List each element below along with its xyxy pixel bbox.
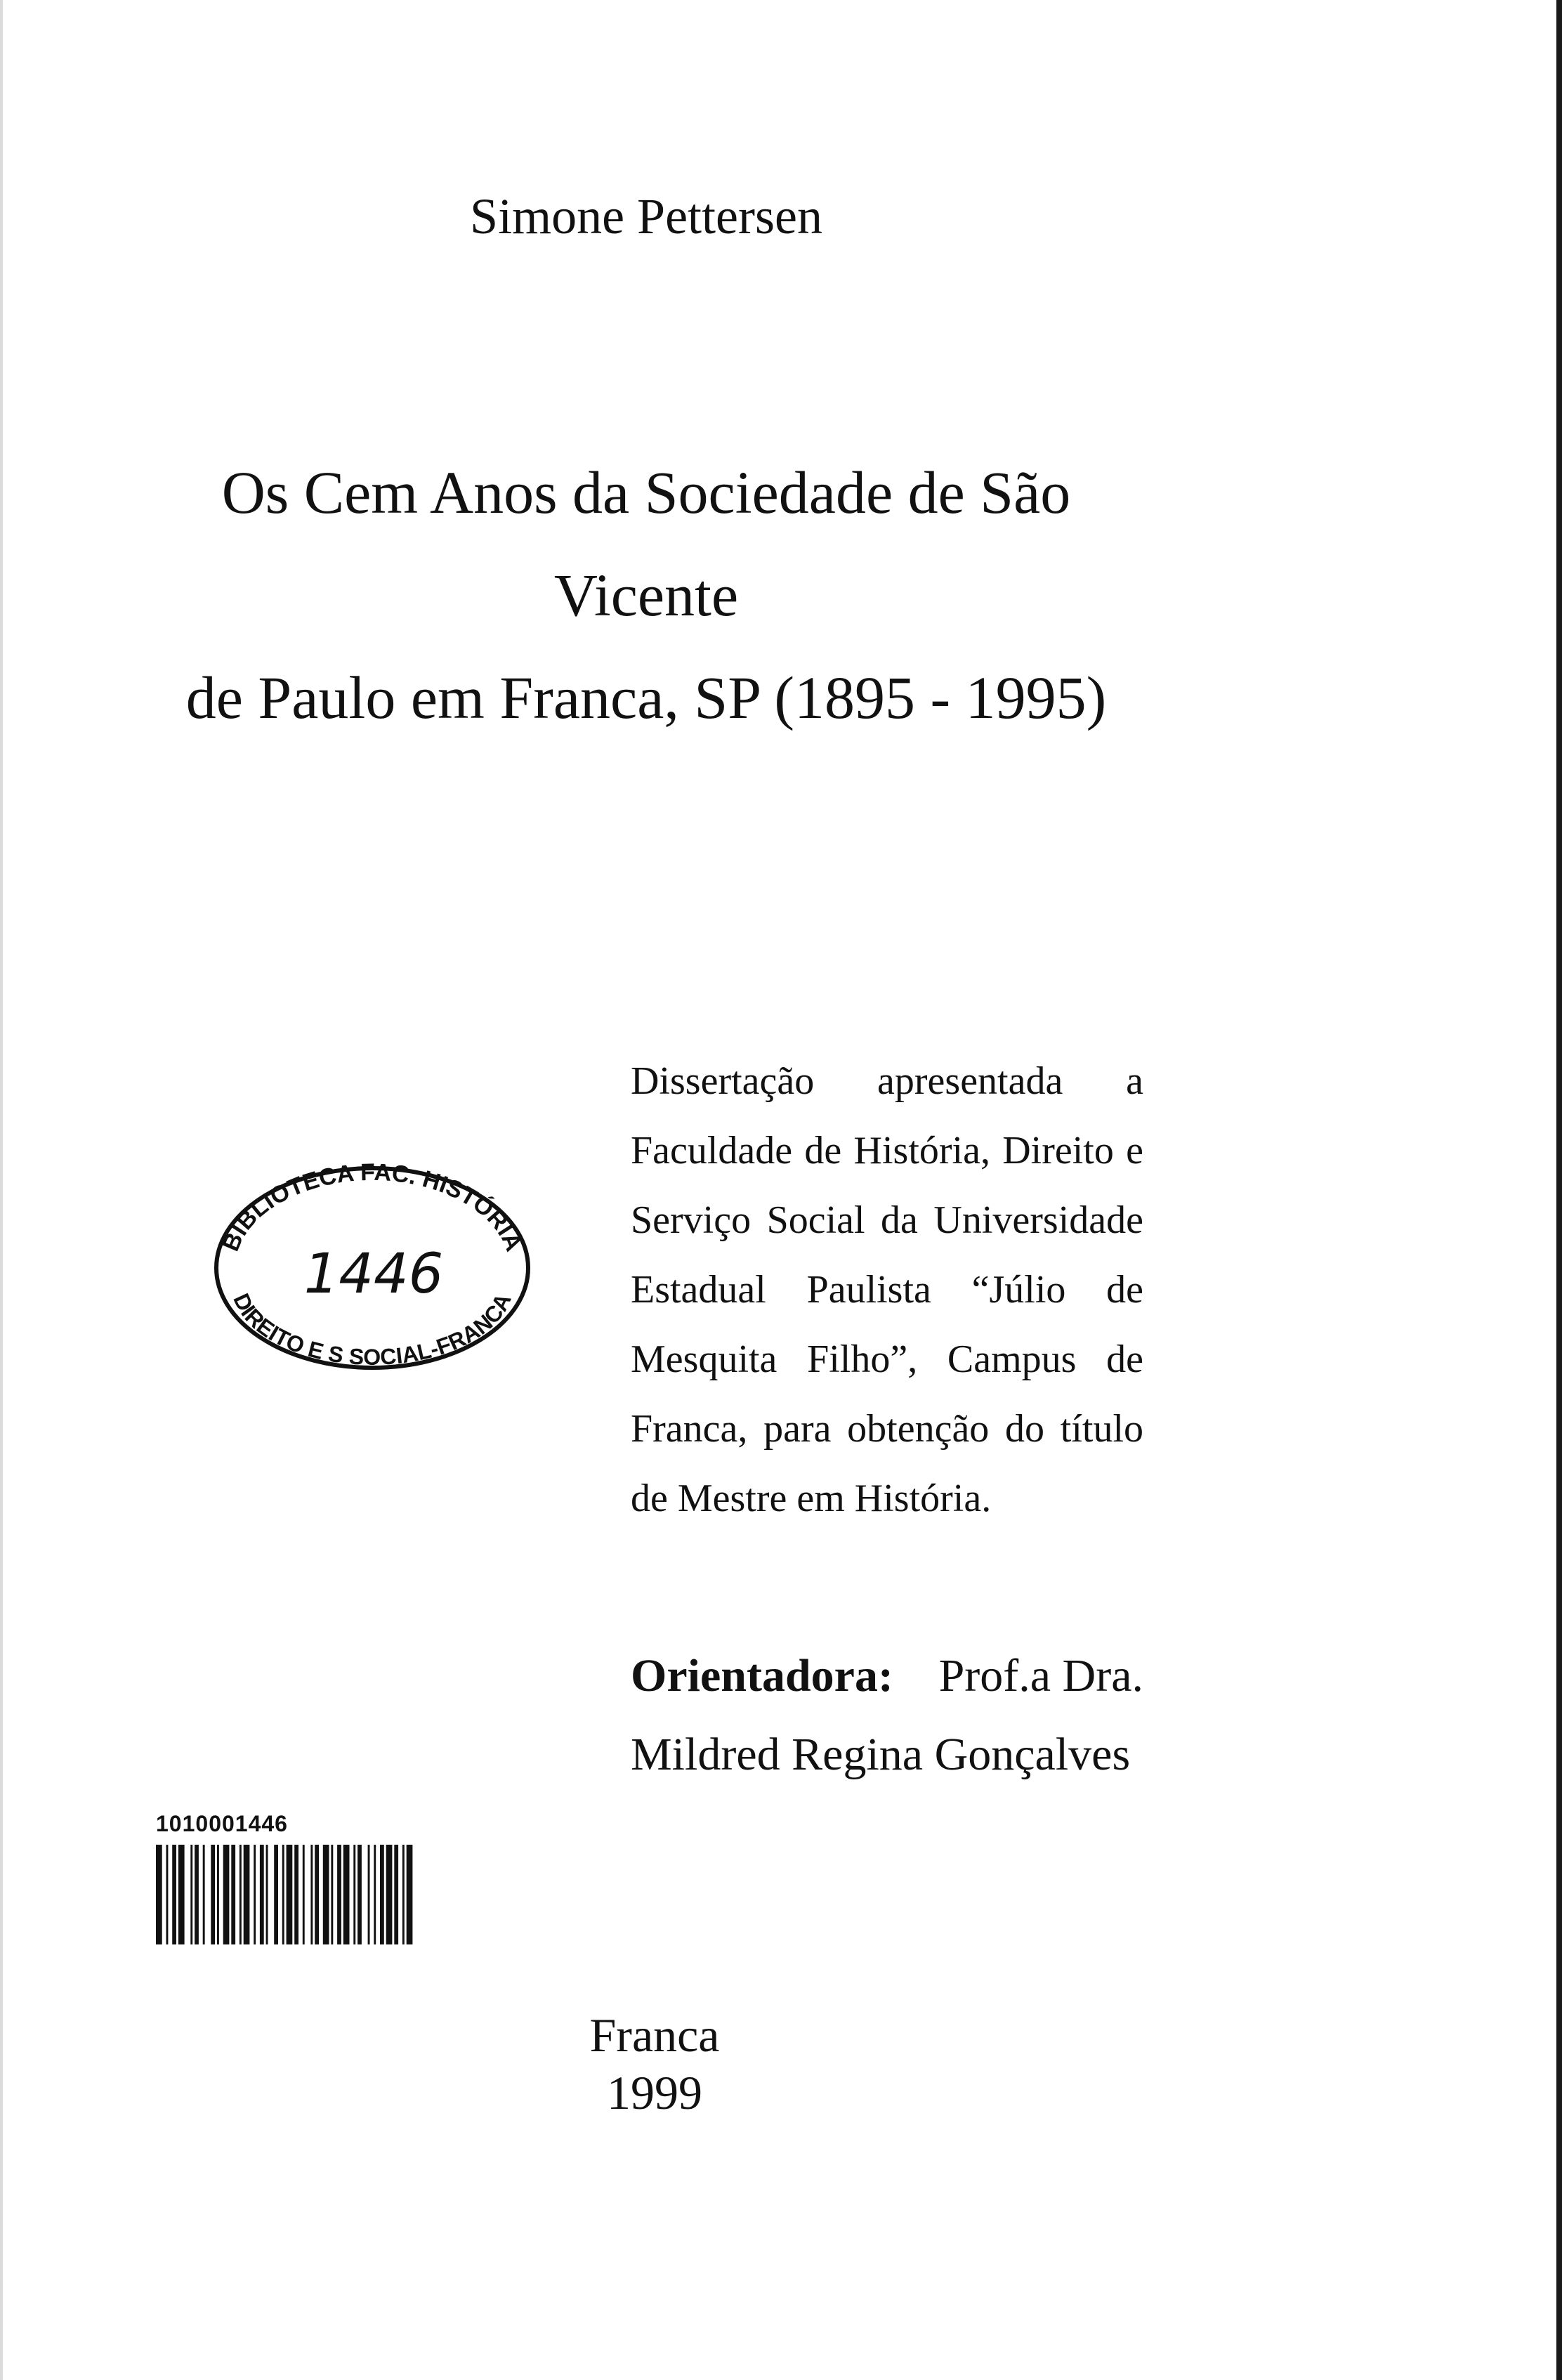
- author-name: Simone Pettersen: [470, 188, 822, 244]
- barcode-bar: [244, 1845, 250, 1944]
- barcode-bar: [231, 1845, 235, 1944]
- barcode-bar: [190, 1845, 192, 1944]
- barcode-icon: [156, 1845, 440, 1944]
- barcode-bar: [331, 1845, 333, 1944]
- barcode-bar: [386, 1845, 393, 1944]
- stamp-handwritten-number: 1446: [303, 1243, 444, 1306]
- title-line-1: Os Cem Anos da Sociedade de São Vicente: [221, 459, 1071, 629]
- barcode-bar: [260, 1845, 264, 1944]
- barcode-bar: [310, 1845, 313, 1944]
- advisor-role: Orientadora:: [631, 1650, 893, 1701]
- footer-block: [0, 2006, 1309, 2121]
- dissertation-note: Dissertação apresentada a Faculdade de História, Direito e Serviço Social da Universidade Estadual Paulista “Júlio de Mesquita Filho”, Campus de Franca, para obtenção do título de Mestre em História.: [631, 1059, 1143, 1520]
- barcode-bar: [343, 1845, 350, 1944]
- footer-year: 1999: [607, 2066, 702, 2119]
- barcode-bar: [323, 1845, 329, 1944]
- advisor-name: Mildred Regina Gonçalves: [631, 1729, 1131, 1780]
- barcode-bar: [156, 1845, 162, 1944]
- barcode-bar: [394, 1845, 398, 1944]
- barcode-bar: [282, 1845, 284, 1944]
- thesis-title: [140, 441, 1152, 749]
- barcode-bar: [178, 1845, 185, 1944]
- barcode-bar: [266, 1845, 268, 1944]
- footer-city: Franca: [589, 2008, 720, 2062]
- barcode-bar: [380, 1845, 384, 1944]
- barcode-bar: [172, 1845, 176, 1944]
- library-stamp: [197, 1152, 548, 1384]
- advisor-block: [631, 1637, 1143, 1794]
- page-right-edge: [1556, 0, 1562, 2380]
- barcode-bar: [195, 1845, 199, 1944]
- barcode-bar: [407, 1845, 413, 1944]
- advisor-line: [631, 1637, 1143, 1715]
- barcode-bar: [315, 1845, 319, 1944]
- barcode-bar: [223, 1845, 230, 1944]
- barcode-bar: [166, 1845, 169, 1944]
- advisor-title: Prof.a Dra.: [938, 1650, 1143, 1701]
- barcode-bar: [211, 1845, 215, 1944]
- barcode-label: [156, 1810, 451, 1944]
- svg-text:BIBLIOTECA FAC. HISTÓRIA: [217, 1159, 527, 1255]
- barcode-bar: [402, 1845, 405, 1944]
- barcode-bar: [357, 1845, 362, 1944]
- barcode-bar: [337, 1845, 341, 1944]
- barcode-bar: [217, 1845, 219, 1944]
- barcode-bar: [294, 1845, 298, 1944]
- barcode-bar: [368, 1845, 370, 1944]
- barcode-bar: [274, 1845, 278, 1944]
- barcode-bar: [303, 1845, 305, 1944]
- barcode-number: 1010001446: [156, 1811, 288, 1836]
- barcode-bar: [203, 1845, 205, 1944]
- title-line-2: de Paulo em Franca, SP (1895 - 1995): [185, 664, 1107, 731]
- barcode-bar: [353, 1845, 355, 1944]
- barcode-bar: [287, 1845, 293, 1944]
- stamp-text-top: BIBLIOTECA FAC. HISTÓRIA: [217, 1158, 527, 1255]
- barcode-bar: [254, 1845, 256, 1944]
- barcode-bar: [374, 1845, 376, 1944]
- barcode-bar: [239, 1845, 242, 1944]
- stamp-text-bottom: DIREITO E S SOCIAL-FRANCA: [228, 1289, 516, 1370]
